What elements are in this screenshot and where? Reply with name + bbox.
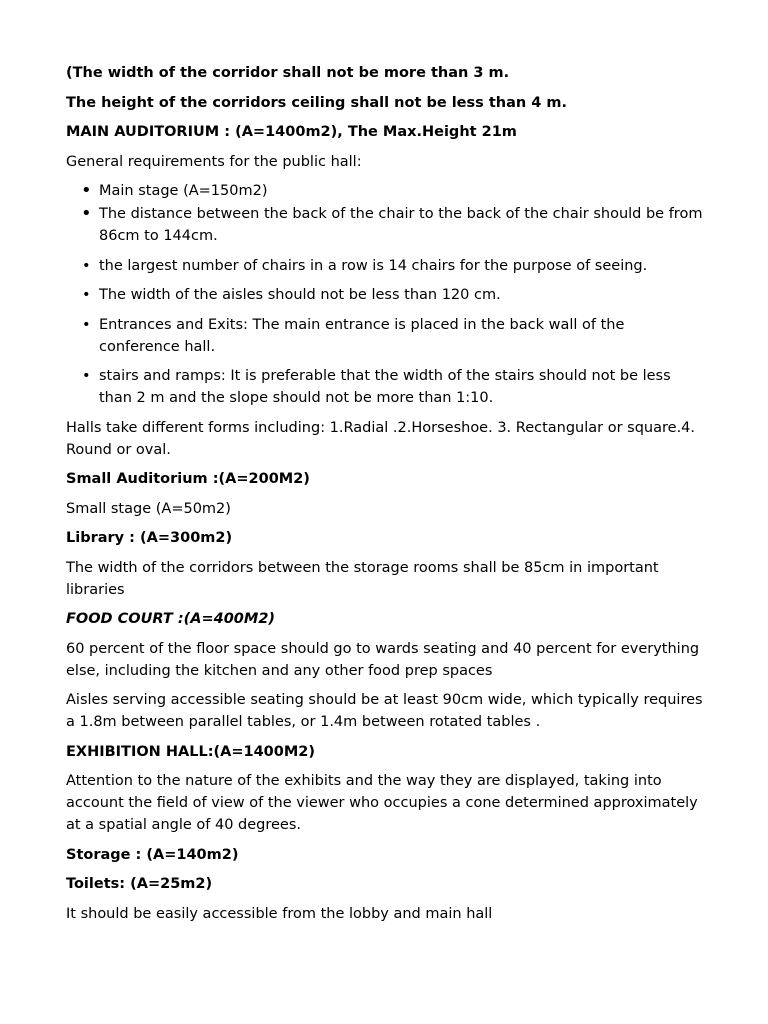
public-hall-intro: General requirements for the public hall: <box>66 153 362 170</box>
list-item <box>66 365 708 409</box>
list-item <box>66 203 708 247</box>
list-item-text: The width of the aisles should not be less than 120 cm. <box>99 287 501 303</box>
list-item-text: Entrances and Exits: The main entrance is placed in the back wall of the conference hall. <box>99 316 625 355</box>
small-stage-text: Small stage (A=50m2) <box>66 500 231 517</box>
list-item <box>66 314 708 358</box>
list-item <box>66 255 708 277</box>
bullet-icon: • <box>81 180 92 201</box>
food-court-heading: FOOD COURT :(A=400M2) <box>66 611 276 627</box>
exhibition-hall-heading: EXHIBITION HALL:(A=1400M2) <box>66 743 315 760</box>
list-item-text: stairs and ramps: It is preferable that the width of the stairs should not be less than 2 m and the slope should not be more than 1:10. <box>99 368 671 406</box>
library-text: The width of the corridors between the storage rooms shall be 85cm in important libraries <box>66 559 659 598</box>
list-item-text: the largest number of chairs in a row is 14 chairs for the purpose of seeing. <box>99 257 648 274</box>
bullet-icon: • <box>82 316 91 333</box>
small-auditorium-heading: Small Auditorium :(A=200M2) <box>66 471 310 487</box>
toilets-heading: Toilets: (A=25m2) <box>66 876 213 892</box>
corridor-width-note: (The width of the corridor shall not be more than 3 m. <box>66 65 510 81</box>
bullet-icon: • <box>82 368 91 384</box>
library-heading: Library : (A=300m2) <box>66 530 233 546</box>
bullet-icon: • <box>82 287 91 303</box>
corridor-height-note: The height of the corridors ceiling shall not be less than 4 m. <box>66 94 567 111</box>
list-item-text: Main stage (A=150m2) <box>99 183 268 199</box>
exhibition-hall-text: Attention to the nature of the exhibits and the way they are displayed, taking into account the field of view of the viewer who occupies a cone determined approximately at a spatial angle of 40 degrees. <box>66 773 698 833</box>
toilets-text: It should be easily accessible from the lobby and main hall <box>66 905 493 922</box>
list-item <box>66 284 708 306</box>
storage-heading: Storage : (A=140m2) <box>66 846 239 863</box>
food-court-text-1: 60 percent of the floor space should go to wards seating and 40 percent for everything else, including the kitchen and any other food prep spaces <box>66 640 700 679</box>
food-court-text-2: Aisles serving accessible seating should be at least 90cm wide, which typically requires a 1.8m between parallel tables, or 1.4m between rotated tables . <box>66 692 703 730</box>
main-auditorium-heading: MAIN AUDITORIUM : (A=1400m2), The Max.Height 21m <box>66 124 517 140</box>
list-item-text: The distance between the back of the chair to the back of the chair should be from 86cm to 144cm. <box>99 206 703 244</box>
halls-forms-text: Halls take different forms including: 1.Radial .2.Horseshoe. 3. Rectangular or square.4. Round or oval. <box>66 419 696 458</box>
list-item <box>66 180 708 202</box>
public-hall-requirements-list <box>66 180 708 409</box>
bullet-icon: • <box>82 257 91 274</box>
bullet-icon: • <box>81 203 92 224</box>
